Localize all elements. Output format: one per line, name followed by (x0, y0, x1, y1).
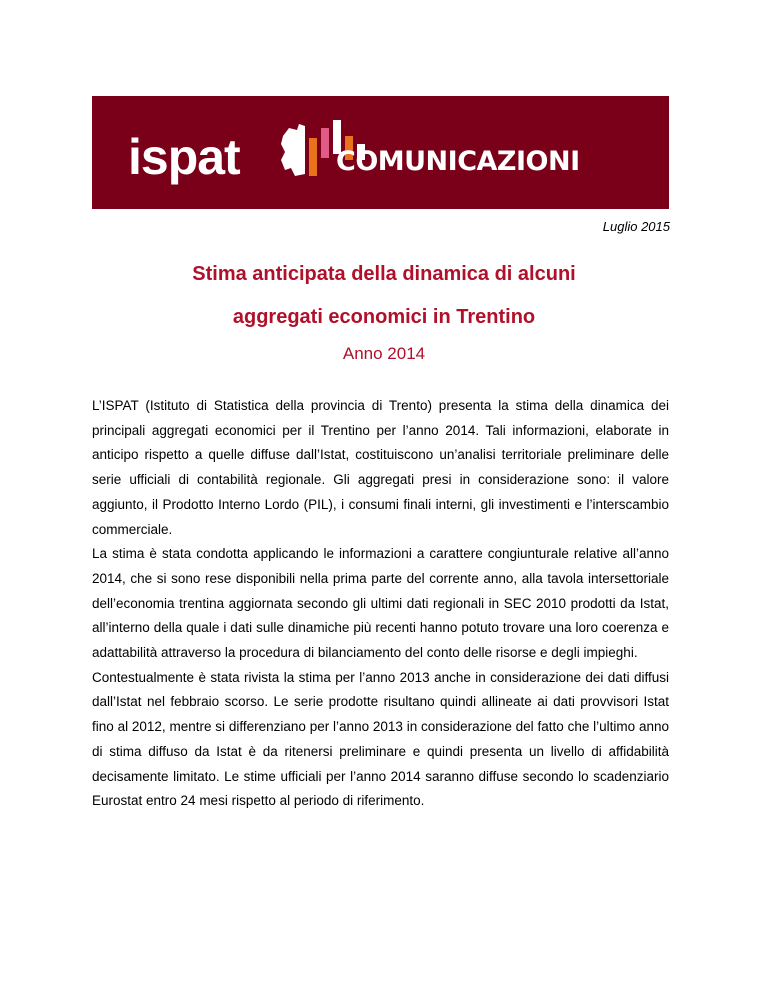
publication-date: Luglio 2015 (602, 219, 670, 234)
logo-wordmark: ispat (128, 129, 240, 185)
body-text (92, 394, 669, 814)
banner-title: COMUNICAZIONI (336, 146, 580, 177)
paragraph: L’ISPAT (Istituto di Statistica della provincia di Trento) presenta la stima della dinamica dei principali aggregati economici per il Trentino per l’anno 2014. Tali informazioni, elaborate in anticipo rispetto a quelle diffuse dall’Istat, costituiscono un’analisi territoriale preliminare delle serie ufficiali di contabilità regionale. Gli aggregati presi in considerazione sono: il valore aggiunto, il Prodotto Interno Lordo (PIL), i consumi finali interni, gli investimenti e l’interscambio commerciale. (92, 398, 669, 537)
header-banner (92, 96, 669, 209)
document-title-line-2: aggregati economici in Trentino (232, 306, 536, 328)
paragraph: Contestualmente è stata rivista la stima per l’anno 2013 anche in considerazione dei dati diffusi dall’Istat nel febbraio scorso. Le serie prodotte risultano quindi allineate ai dati provvisori Istat fino al 2012, mentre si differenziano per l’anno 2013 in considerazione del fatto che l’ultimo anno di stima diffuso da Istat è da ritenersi preliminare e quindi presenta un livello di affidabilità decisamente limitato. Le stime ufficiali per l’anno 2014 saranno diffuse secondo lo scadenziario Eurostat entro 24 mesi rispetto al periodo di riferimento. (92, 669, 669, 809)
paragraph: La stima è stata condotta applicando le informazioni a carattere congiunturale relative all’anno 2014, che si sono rese disponibili nella prima parte del corrente anno, alla tavola intersettoriale dell’economia trentina aggiornata secondo gli ultimi dati regionali in SEC 2010 prodotti da Istat, all’interno della quale i dati sulle dinamiche più recenti hanno potuto trovare una loro coerenza e adattabilità attraverso la procedura di bilanciamento del conto delle risorse e degli impieghi. (92, 546, 669, 661)
document-title-line-1: Stima anticipata della dinamica di alcuni (192, 263, 576, 285)
document-subtitle: Anno 2014 (342, 344, 426, 363)
